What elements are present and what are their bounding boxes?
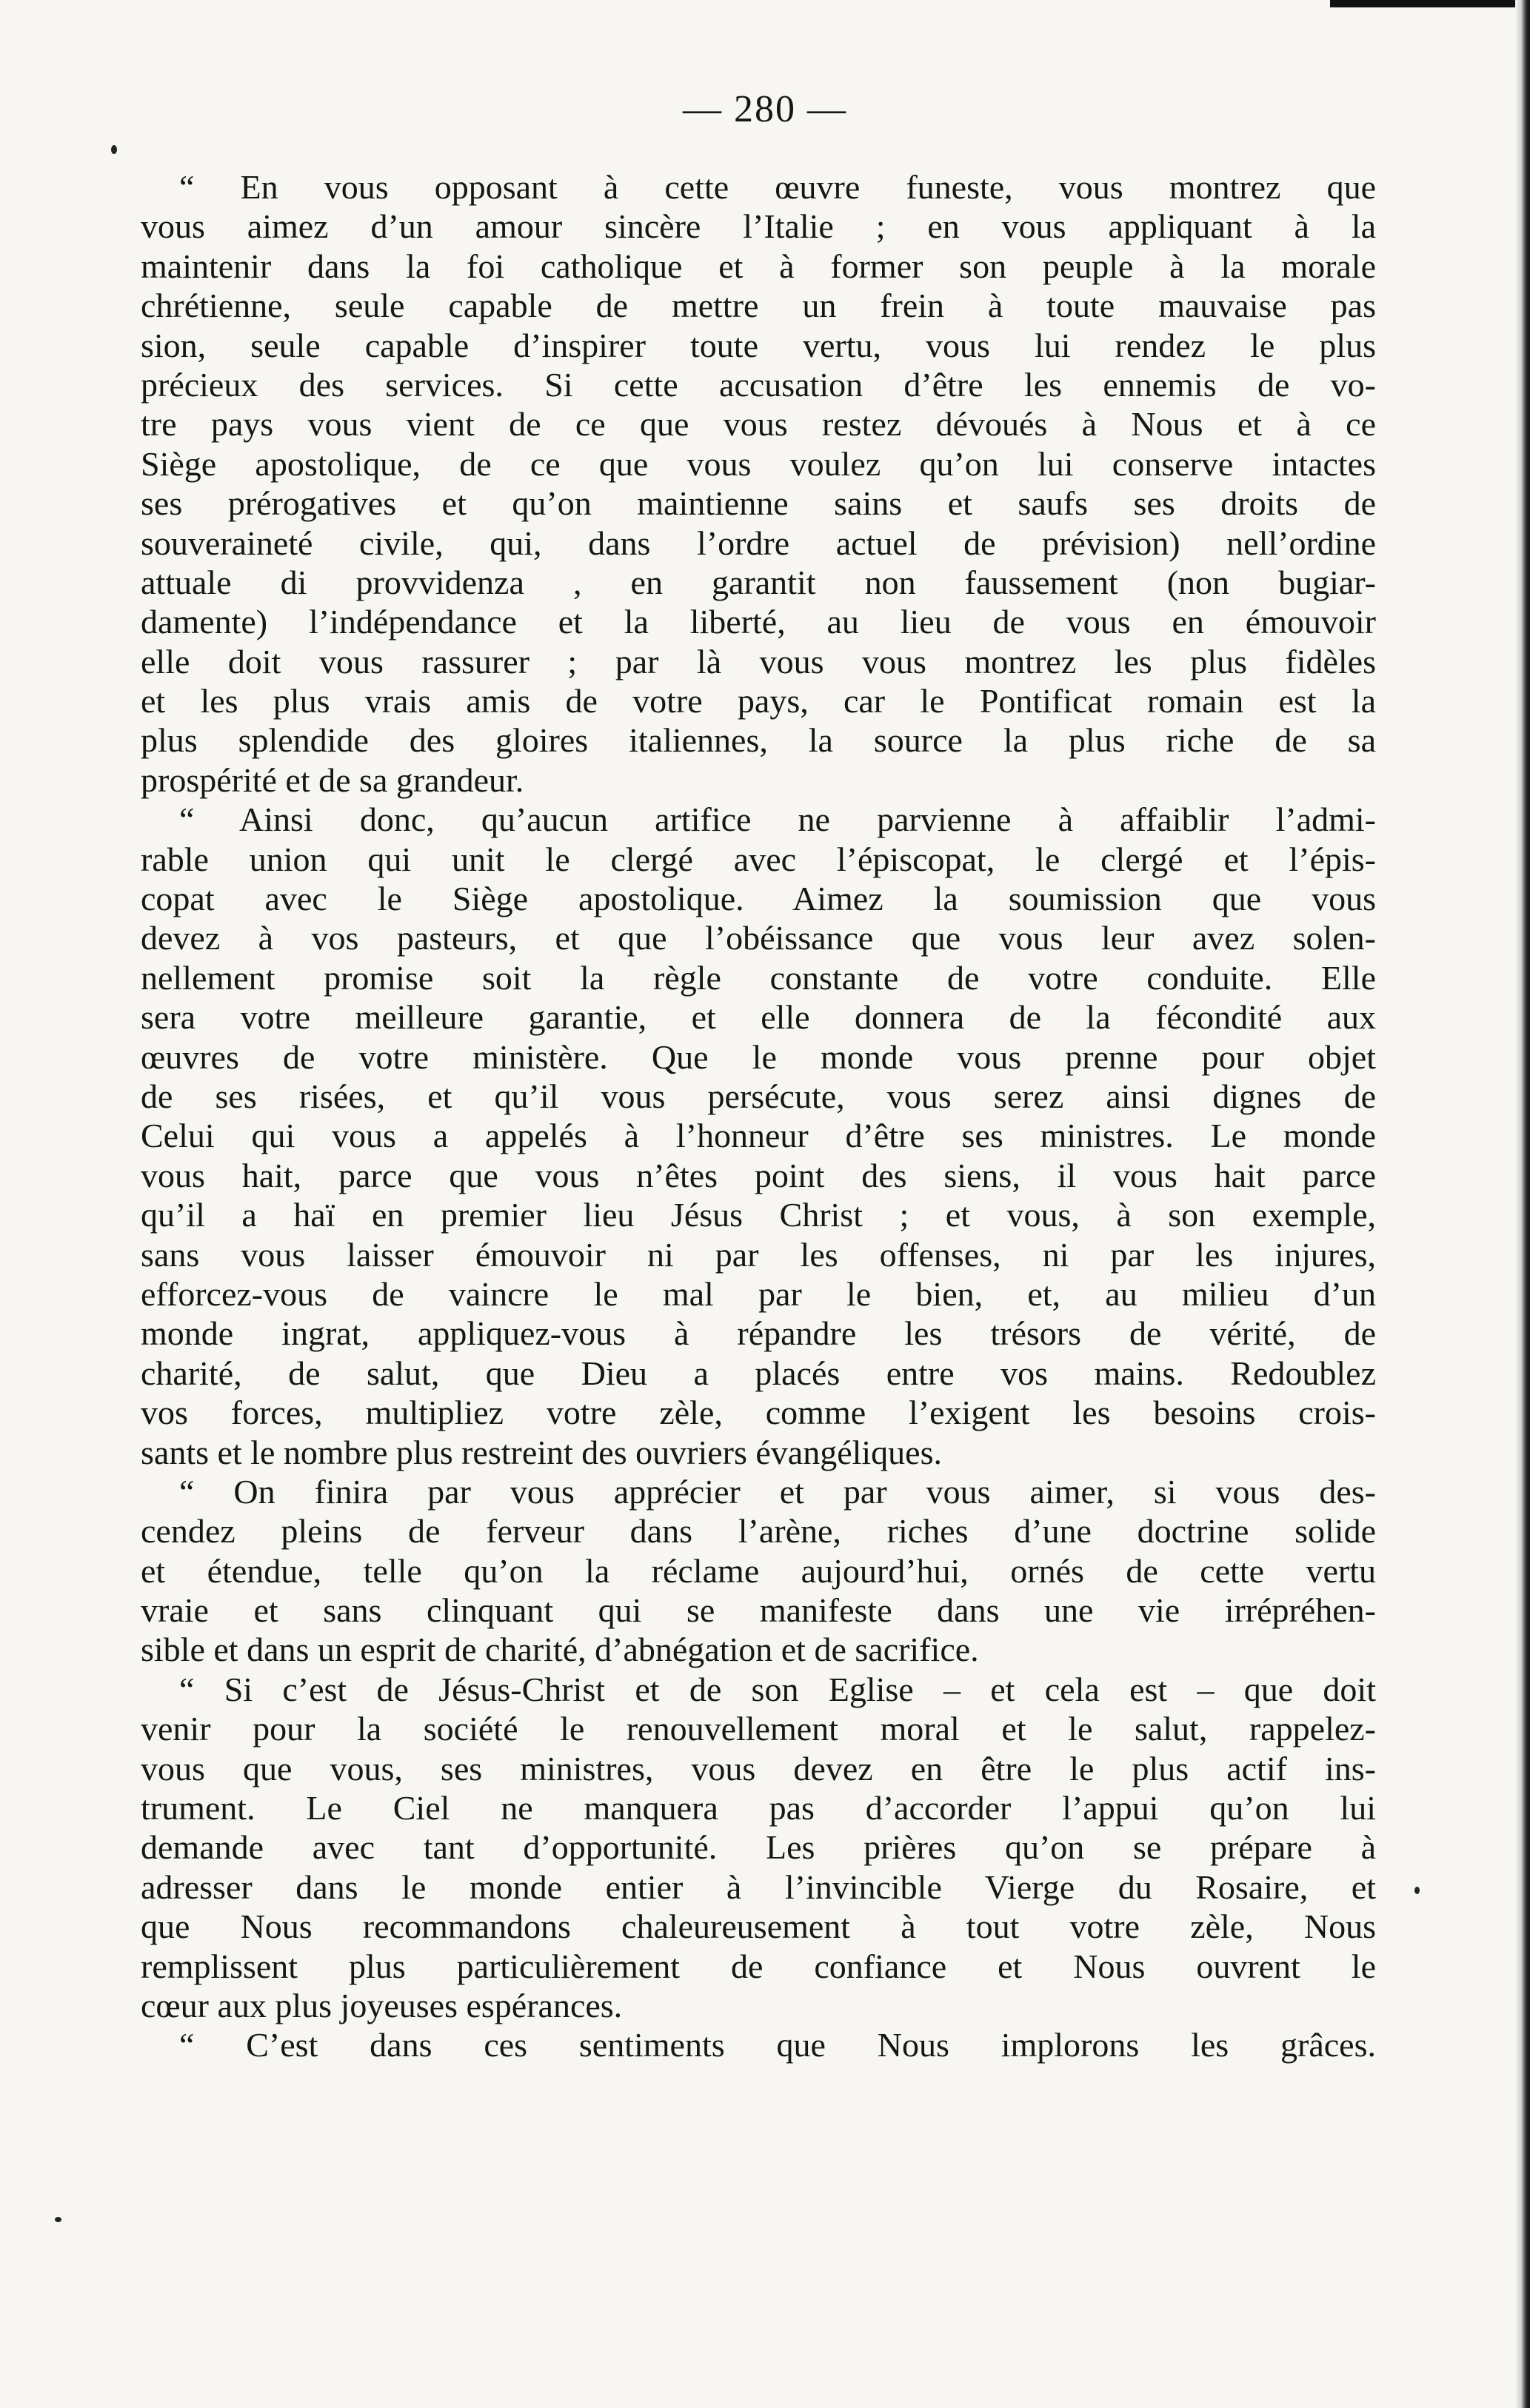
text-line: damente) l’indépendance et la liberté, au lieu de vous en émouvoir — [141, 603, 1376, 641]
text-line: sants et le nombre plus restreint des ouvriers évangéliques. — [141, 1433, 942, 1471]
text-line: sible et dans un esprit de charité, d’abnégation et de sacrifice. — [141, 1631, 979, 1669]
top-edge-rule — [1330, 0, 1530, 7]
text-line: chrétienne, seule capable de mettre un frein à toute mauvaise pas — [141, 287, 1376, 325]
text-line: cœur aux plus joyeuses espérances. — [141, 1986, 623, 2024]
text-line: “ Si c’est de Jésus-Christ et de son Eglise – et cela est – que doit — [179, 1670, 1376, 1708]
text-line: charité, de salut, que Dieu a placés entre vos mains. Redoublez — [141, 1354, 1376, 1392]
text-line: “ En vous opposant à cette œuvre funeste, vous montrez que — [179, 168, 1376, 206]
text-line: vous hait, parce que vous n’êtes point des siens, il vous hait parce — [141, 1156, 1376, 1194]
text-line: “ Ainsi donc, qu’aucun artifice ne parvienne à affaiblir l’admi- — [179, 800, 1376, 839]
text-line: monde ingrat, appliquez-vous à répandre les trésors de vérité, de — [141, 1314, 1376, 1353]
text-line: Celui qui vous a appelés à l’honneur d’être ses ministres. Le monde — [141, 1117, 1376, 1155]
text-line: adresser dans le monde entier à l’invincible Vierge du Rosaire, et — [141, 1867, 1376, 1906]
text-line: “ C’est dans ces sentiments que Nous implorons les grâces. — [179, 2026, 1376, 2064]
margin-speck — [55, 2217, 61, 2222]
text-line: précieux des services. Si cette accusation d’être les ennemis de vo- — [141, 365, 1376, 404]
text-line: vous que vous, ses ministres, vous devez en être le plus actif ins- — [141, 1749, 1376, 1787]
text-line: que Nous recommandons chaleureusement à tout votre zèle, Nous — [141, 1907, 1376, 1946]
text-line: efforcez-vous de vaincre le mal par le bien, et, au milieu d’un — [141, 1274, 1376, 1313]
margin-speck — [1414, 1887, 1420, 1894]
page-number: — 280 — — [683, 88, 847, 130]
text-line: de ses risées, et qu’il vous persécute, vous serez ainsi dignes de — [141, 1077, 1376, 1115]
text-line: souveraineté civile, qui, dans l’ordre actuel de prévision) nell’ordine — [141, 524, 1376, 562]
text-line: qu’il a haï en premier lieu Jésus Christ ; et vous, à son exemple, — [141, 1196, 1376, 1234]
text-line: demande avec tant d’opportunité. Les prières qu’on se prépare à — [141, 1828, 1376, 1867]
text-line: devez à vos pasteurs, et que l’obéissance que vous leur avez solen- — [141, 919, 1376, 957]
text-line: Siège apostolique, de ce que vous voulez qu’on lui conserve intactes — [141, 444, 1376, 483]
text-line: vous aimez d’un amour sincère l’Italie ; en vous appliquant à la — [141, 207, 1376, 246]
margin-speck — [111, 145, 117, 154]
text-line: rable union qui unit le clergé avec l’épiscopat, le clergé et l’épis- — [141, 840, 1376, 878]
text-line: vos forces, multipliez votre zèle, comme l’exigent les besoins crois- — [141, 1394, 1376, 1432]
text-line: trument. Le Ciel ne manquera pas d’accorder l’appui qu’on lui — [141, 1789, 1376, 1827]
page-edge-shadow — [1515, 0, 1530, 2408]
text-line: œuvres de votre ministère. Que le monde vous prenne pour objet — [141, 1037, 1376, 1076]
text-line: attuale di provvidenza , en garantit non faussement (non bugiar- — [141, 563, 1376, 601]
text-line: prospérité et de sa grandeur. — [141, 760, 524, 799]
text-line: maintenir dans la foi catholique et à former son peuple à la morale — [141, 247, 1376, 285]
text-line: sion, seule capable d’inspirer toute vertu, vous lui rendez le plus — [141, 326, 1376, 364]
text-line: sera votre meilleure garantie, et elle donnera de la fécondité aux — [141, 998, 1376, 1037]
text-line: remplissent plus particulièrement de confiance et Nous ouvrent le — [141, 1947, 1376, 1985]
text-line: venir pour la société le renouvellement moral et le salut, rappelez- — [141, 1710, 1376, 1748]
text-line: nellement promise soit la règle constante de votre conduite. Elle — [141, 958, 1376, 997]
text-line: sans vous laisser émouvoir ni par les offenses, ni par les injures, — [141, 1235, 1376, 1274]
text-line: elle doit vous rassurer ; par là vous vous montrez les plus fidèles — [141, 642, 1376, 680]
text-line: “ On finira par vous apprécier et par vous aimer, si vous des- — [179, 1472, 1376, 1511]
body-text — [141, 167, 1376, 2065]
text-line: et les plus vrais amis de votre pays, car le Pontificat romain est la — [141, 682, 1376, 720]
text-line: ses prérogatives et qu’on maintienne sains et saufs ses droits de — [141, 484, 1376, 523]
text-line: copat avec le Siège apostolique. Aimez la soumission que vous — [141, 880, 1376, 918]
text-line: et étendue, telle qu’on la réclame aujourd’hui, ornés de cette vertu — [141, 1551, 1376, 1590]
text-line: tre pays vous vient de ce que vous restez dévoués à Nous et à ce — [141, 405, 1376, 444]
text-line: vraie et sans clinquant qui se manifeste dans une vie irrépréhen- — [141, 1591, 1376, 1630]
text-line: cendez pleins de ferveur dans l’arène, riches d’une doctrine solide — [141, 1512, 1376, 1551]
text-line: plus splendide des gloires italiennes, la source la plus riche de sa — [141, 721, 1376, 760]
